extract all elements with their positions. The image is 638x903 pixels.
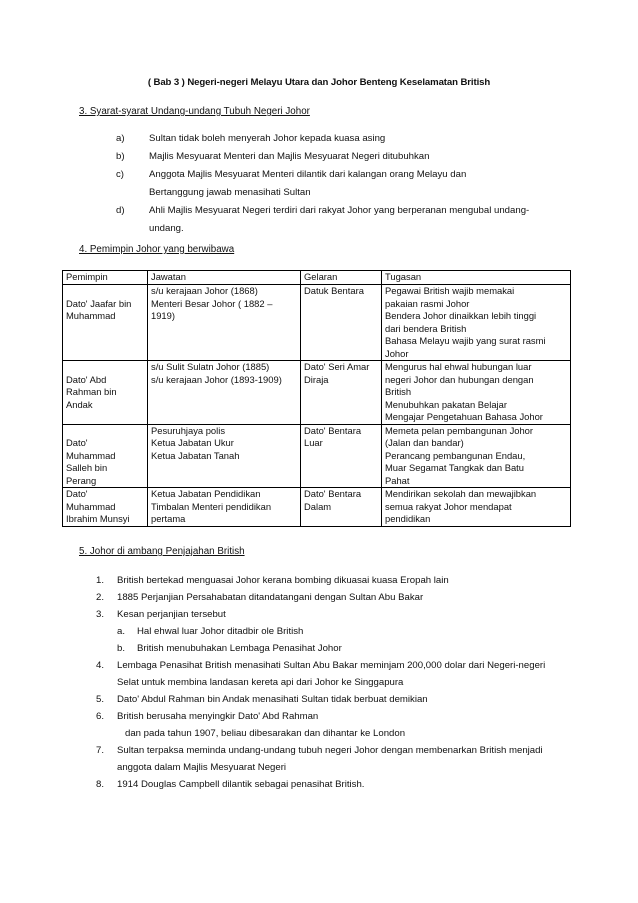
list-item-text: British berusaha menyingkir Dato' Abd Rahman (117, 711, 319, 722)
table-cell-pemimpin (63, 361, 148, 425)
list-item-text: 1885 Perjanjian Persahabatan ditandatangani dengan Sultan Abu Bakar (117, 592, 424, 603)
section-5-heading: 5. Johor di ambang Penjajahan British (79, 546, 245, 557)
list-item-text: Sultan tidak boleh menyerah Johor kepada kuasa asing (149, 133, 386, 144)
list-item-text: Dato' Abdul Rahman bin Andak menasihati Sultan tidak berbuat demikian (117, 694, 428, 705)
table-cell-jawatan (148, 424, 301, 488)
list-item-text: 1914 Douglas Campbell dilantik sebagai penasihat British. (117, 779, 365, 790)
table-cell-jawatan (148, 361, 301, 425)
cell-line: Muhammad (66, 310, 116, 321)
table-row (63, 424, 571, 488)
cell-line: Ketua Jabatan Pendidikan (151, 488, 261, 499)
table-cell-pemimpin (63, 424, 148, 488)
table-row (63, 285, 571, 361)
cell-line: Perang (66, 474, 97, 486)
table-cell-pemimpin (63, 488, 148, 527)
sub-list-text: Hal ehwal luar Johor ditadbir ole British (137, 626, 304, 637)
cell-line: Luar (304, 437, 323, 448)
list-item-text: Kesan perjanjian tersebut (117, 609, 226, 620)
section-3-heading: 3. Syarat-syarat Undang-undang Tubuh Negeri Johor (79, 106, 310, 117)
list-item-text: anggota dalam Majlis Mesyuarat Negeri (117, 762, 287, 773)
table-cell-pemimpin (63, 285, 148, 361)
cell-line: Dato' Seri Amar (304, 361, 370, 372)
table-cell-jawatan (148, 488, 301, 527)
list-marker: 3. (96, 609, 105, 620)
table-cell-tugasan (382, 285, 571, 361)
column-header-gelaran: Gelaran (301, 271, 382, 285)
cell-line: Mendirikan sekolah dan mewajibkan (385, 488, 537, 499)
list-item-text: Ahli Majlis Mesyuarat Negeri terdiri dari rakyat Johor yang berperanan mengubal undang- (149, 205, 530, 216)
list-marker: 1. (96, 575, 105, 586)
table-cell-tugasan (382, 361, 571, 425)
table-header-row (63, 271, 571, 285)
list-marker: 5. (96, 694, 105, 705)
list-marker: b) (116, 151, 125, 162)
list-item (116, 202, 536, 238)
cell-line: Muhammad (66, 449, 116, 461)
list-item (96, 776, 576, 793)
table-cell-tugasan (382, 488, 571, 527)
cell-line: Pesuruhjaya polis (151, 424, 226, 436)
list-marker: 4. (96, 660, 105, 671)
cell-line: Pegawai British wajib memakai (385, 285, 515, 296)
list-item (96, 742, 576, 776)
list-marker: 8. (96, 779, 105, 790)
table-cell-gelaran (301, 488, 382, 527)
cell-line: Dato' (66, 437, 88, 448)
list-item-text: British bertekad menguasai Johor kerana bombing dikuasai kuasa Eropah lain (117, 575, 449, 586)
cell-line: s/u kerajaan Johor (1893-1909) (151, 373, 282, 385)
cell-line: Dato' Abd (66, 373, 107, 385)
cell-line: British (385, 386, 412, 397)
page-title: ( Bab 3 ) Negeri-negeri Melayu Utara dan Johor Benteng Keselamatan British (147, 77, 491, 88)
table-cell-gelaran (301, 285, 382, 361)
cell-line: Bendera Johor dinaikkan lebih tinggi (385, 310, 537, 321)
column-header-jawatan: Jawatan (148, 271, 301, 285)
cell-line: Dato' Bentara (304, 424, 362, 436)
table-cell-jawatan (148, 285, 301, 361)
cell-line: negeri Johor dan hubungan dengan (385, 373, 534, 385)
section-3-list (116, 130, 536, 238)
column-header-tugasan: Tugasan (382, 271, 571, 285)
cell-line: Menteri Besar Johor ( 1882 – (151, 297, 273, 309)
cell-line: Muhammad (66, 500, 116, 512)
cell-line: 1919) (151, 310, 175, 321)
table-cell-gelaran (301, 424, 382, 488)
list-marker: 7. (96, 745, 105, 756)
cell-line: semua rakyat Johor mendapat (385, 500, 512, 512)
cell-line: pertama (151, 513, 186, 524)
list-marker: 6. (96, 711, 105, 722)
sub-list-item (117, 623, 576, 640)
list-item-text: Anggota Majlis Mesyuarat Menteri dilantik dari kalangan orang Melayu dan (149, 169, 467, 180)
cell-line: dari bendera British (385, 322, 467, 334)
list-item-text: Lembaga Penasihat British menasihati Sultan Abu Bakar meminjam 200,000 dolar dari Negeri-negeri (117, 660, 546, 671)
sub-list-marker: b. (117, 643, 126, 654)
list-marker: a) (116, 133, 125, 144)
list-item (116, 166, 536, 202)
list-item-text: Selat untuk membina landasan kereta api dari Johor ke Singgapura (117, 677, 404, 688)
table-cell-gelaran (301, 361, 382, 425)
list-item (96, 572, 576, 589)
list-item (96, 691, 576, 708)
table-cell-tugasan (382, 424, 571, 488)
cell-line: pakaian rasmi Johor (385, 297, 470, 309)
list-marker: c) (116, 169, 124, 180)
sub-list-text: British menubuhakan Lembaga Penasihat Johor (137, 643, 342, 654)
cell-line: Mengajar Pengetahuan Bahasa Johor (385, 411, 543, 422)
list-item-text: dan pada tahun 1907, beliau dibesarakan dan dihantar ke London (125, 728, 406, 739)
cell-line: Memeta pelan pembangunan Johor (385, 424, 534, 436)
cell-line: Johor (385, 347, 409, 359)
sub-list (117, 623, 576, 657)
cell-line: Muar Segamat Tangkak dan Batu (385, 462, 524, 473)
cell-line: Rahman bin (66, 386, 117, 397)
cell-line: Timbalan Menteri pendidikan (151, 500, 272, 512)
cell-line: Dalam (304, 500, 332, 512)
cell-line: Pahat (385, 474, 410, 486)
cell-line: Dato' Bentara (304, 488, 362, 499)
cell-line: Perancang pembangunan Endau, (385, 449, 526, 461)
cell-line: Salleh bin (66, 462, 108, 473)
cell-line: Datuk Bentara (304, 285, 364, 296)
cell-line: Diraja (304, 373, 329, 385)
cell-line: (Jalan dan bandar) (385, 437, 464, 448)
list-marker: 2. (96, 592, 105, 603)
list-item-text: Sultan terpaksa meminda undang-undang tubuh negeri Johor dengan membenarkan British menjadi (117, 745, 543, 756)
cell-line: s/u Sulit Sulatn Johor (1885) (151, 361, 270, 372)
section-5-list (96, 572, 576, 793)
cell-line: Ketua Jabatan Tanah (151, 449, 240, 461)
cell-line: Ketua Jabatan Ukur (151, 437, 234, 448)
column-header-pemimpin: Pemimpin (63, 271, 148, 285)
list-item (116, 148, 536, 166)
list-item (96, 606, 576, 657)
list-item (116, 130, 536, 148)
cell-line: Andak (66, 398, 93, 410)
section-4-heading: 4. Pemimpin Johor yang berwibawa (79, 244, 235, 255)
table-row (63, 488, 571, 527)
cell-line: pendidikan (385, 513, 431, 524)
sub-list-marker: a. (117, 626, 126, 637)
cell-line: Dato' Jaafar bin (66, 297, 132, 309)
list-item-text: undang. (149, 223, 184, 234)
cell-line: Ibrahim Munsyi (66, 513, 130, 524)
list-item-text: Majlis Mesyuarat Menteri dan Majlis Mesyuarat Negeri ditubuhkan (149, 151, 430, 162)
sub-list-item (117, 640, 576, 657)
list-item (96, 708, 576, 742)
list-item-text: Bertanggung jawab menasihati Sultan (149, 187, 311, 198)
cell-line: Mengurus hal ehwal hubungan luar (385, 361, 532, 372)
list-item (96, 589, 576, 606)
list-item (96, 657, 576, 691)
cell-line: Bahasa Melayu wajib yang surat rasmi (385, 335, 546, 346)
cell-line: Menubuhkan pakatan Belajar (385, 398, 507, 410)
leaders-table (62, 270, 571, 527)
table-row (63, 361, 571, 425)
list-marker: d) (116, 205, 125, 216)
cell-line: s/u kerajaan Johor (1868) (151, 285, 258, 296)
cell-line: Dato' (66, 488, 88, 499)
